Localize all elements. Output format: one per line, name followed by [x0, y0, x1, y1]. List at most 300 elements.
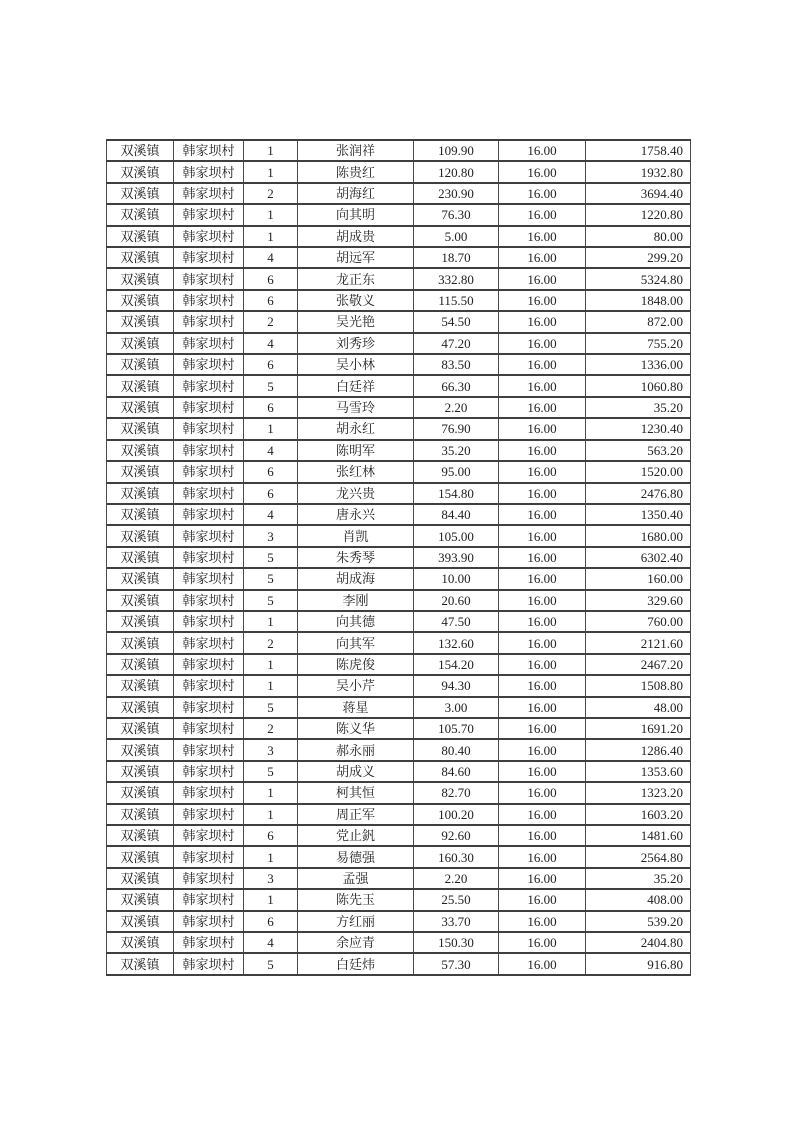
- table-row: [107, 140, 691, 161]
- cell-area-amount: 109.90: [414, 140, 499, 161]
- cell-rate: 16.00: [499, 889, 586, 910]
- cell-person-name: 蒋星: [298, 697, 414, 718]
- table-row: [107, 290, 691, 311]
- cell-area-amount: 230.90: [414, 183, 499, 204]
- table-row: [107, 590, 691, 611]
- cell-total-amount: 6302.40: [586, 547, 691, 568]
- cell-area-amount: 150.30: [414, 932, 499, 953]
- table-row: [107, 782, 691, 803]
- table-row: [107, 568, 691, 589]
- table-row: [107, 804, 691, 825]
- cell-area-amount: 92.60: [414, 825, 499, 846]
- cell-total-amount: 2404.80: [586, 932, 691, 953]
- cell-rate: 16.00: [499, 632, 586, 653]
- cell-rate: 16.00: [499, 461, 586, 482]
- cell-rate: 16.00: [499, 761, 586, 782]
- cell-total-amount: 1060.80: [586, 375, 691, 396]
- cell-person-name: 胡成义: [298, 761, 414, 782]
- cell-rate: 16.00: [499, 375, 586, 396]
- cell-person-name: 龙正东: [298, 268, 414, 289]
- cell-total-amount: 760.00: [586, 611, 691, 632]
- table-row: [107, 547, 691, 568]
- cell-area-amount: 33.70: [414, 911, 499, 932]
- cell-village: 韩家坝村: [174, 782, 244, 803]
- cell-person-name: 党止釩: [298, 825, 414, 846]
- cell-village: 韩家坝村: [174, 911, 244, 932]
- cell-group-number: 5: [244, 590, 298, 611]
- cell-village: 韩家坝村: [174, 397, 244, 418]
- cell-person-name: 胡成贵: [298, 226, 414, 247]
- cell-town: 双溪镇: [107, 418, 174, 439]
- cell-total-amount: 1603.20: [586, 804, 691, 825]
- cell-person-name: 易德强: [298, 846, 414, 867]
- cell-total-amount: 329.60: [586, 590, 691, 611]
- table-row: [107, 268, 691, 289]
- cell-group-number: 6: [244, 461, 298, 482]
- cell-area-amount: 76.90: [414, 418, 499, 439]
- cell-area-amount: 105.70: [414, 718, 499, 739]
- cell-area-amount: 105.00: [414, 525, 499, 546]
- table-row: [107, 461, 691, 482]
- cell-village: 韩家坝村: [174, 632, 244, 653]
- cell-area-amount: 94.30: [414, 675, 499, 696]
- cell-person-name: 向其明: [298, 204, 414, 225]
- table-row: [107, 761, 691, 782]
- cell-group-number: 4: [244, 932, 298, 953]
- cell-town: 双溪镇: [107, 697, 174, 718]
- cell-town: 双溪镇: [107, 483, 174, 504]
- cell-person-name: 陈虎俊: [298, 654, 414, 675]
- cell-village: 韩家坝村: [174, 504, 244, 525]
- cell-village: 韩家坝村: [174, 718, 244, 739]
- cell-town: 双溪镇: [107, 611, 174, 632]
- cell-town: 双溪镇: [107, 440, 174, 461]
- cell-total-amount: 408.00: [586, 889, 691, 910]
- cell-village: 韩家坝村: [174, 846, 244, 867]
- cell-village: 韩家坝村: [174, 311, 244, 332]
- cell-town: 双溪镇: [107, 654, 174, 675]
- cell-person-name: 马雪玲: [298, 397, 414, 418]
- cell-area-amount: 100.20: [414, 804, 499, 825]
- cell-person-name: 余应青: [298, 932, 414, 953]
- cell-person-name: 吴小芹: [298, 675, 414, 696]
- cell-total-amount: 35.20: [586, 397, 691, 418]
- cell-area-amount: 76.30: [414, 204, 499, 225]
- cell-group-number: 1: [244, 846, 298, 867]
- cell-rate: 16.00: [499, 247, 586, 268]
- table-row: [107, 953, 691, 975]
- cell-total-amount: 1691.20: [586, 718, 691, 739]
- cell-town: 双溪镇: [107, 204, 174, 225]
- cell-rate: 16.00: [499, 568, 586, 589]
- cell-person-name: 向其德: [298, 611, 414, 632]
- cell-group-number: 5: [244, 568, 298, 589]
- table-row: [107, 739, 691, 760]
- cell-village: 韩家坝村: [174, 675, 244, 696]
- cell-group-number: 5: [244, 697, 298, 718]
- cell-town: 双溪镇: [107, 590, 174, 611]
- cell-village: 韩家坝村: [174, 204, 244, 225]
- cell-town: 双溪镇: [107, 782, 174, 803]
- cell-town: 双溪镇: [107, 761, 174, 782]
- cell-rate: 16.00: [499, 354, 586, 375]
- cell-total-amount: 2467.20: [586, 654, 691, 675]
- cell-total-amount: 3694.40: [586, 183, 691, 204]
- cell-area-amount: 25.50: [414, 889, 499, 910]
- cell-village: 韩家坝村: [174, 739, 244, 760]
- table-row: [107, 311, 691, 332]
- cell-total-amount: 1508.80: [586, 675, 691, 696]
- cell-village: 韩家坝村: [174, 354, 244, 375]
- cell-group-number: 4: [244, 247, 298, 268]
- cell-village: 韩家坝村: [174, 333, 244, 354]
- cell-person-name: 吴光艳: [298, 311, 414, 332]
- cell-group-number: 1: [244, 889, 298, 910]
- cell-area-amount: 80.40: [414, 739, 499, 760]
- cell-area-amount: 66.30: [414, 375, 499, 396]
- cell-town: 双溪镇: [107, 504, 174, 525]
- cell-rate: 16.00: [499, 675, 586, 696]
- cell-town: 双溪镇: [107, 632, 174, 653]
- table-row: [107, 375, 691, 396]
- cell-group-number: 1: [244, 804, 298, 825]
- cell-rate: 16.00: [499, 290, 586, 311]
- cell-town: 双溪镇: [107, 461, 174, 482]
- cell-town: 双溪镇: [107, 354, 174, 375]
- cell-area-amount: 54.50: [414, 311, 499, 332]
- cell-rate: 16.00: [499, 825, 586, 846]
- cell-group-number: 5: [244, 953, 298, 975]
- cell-village: 韩家坝村: [174, 825, 244, 846]
- cell-total-amount: 80.00: [586, 226, 691, 247]
- table-row: [107, 611, 691, 632]
- cell-town: 双溪镇: [107, 290, 174, 311]
- cell-village: 韩家坝村: [174, 611, 244, 632]
- cell-total-amount: 872.00: [586, 311, 691, 332]
- table-row: [107, 418, 691, 439]
- cell-rate: 16.00: [499, 611, 586, 632]
- cell-rate: 16.00: [499, 440, 586, 461]
- table-row: [107, 354, 691, 375]
- cell-area-amount: 82.70: [414, 782, 499, 803]
- cell-rate: 16.00: [499, 868, 586, 889]
- cell-village: 韩家坝村: [174, 418, 244, 439]
- cell-group-number: 2: [244, 718, 298, 739]
- cell-group-number: 6: [244, 825, 298, 846]
- cell-village: 韩家坝村: [174, 375, 244, 396]
- cell-area-amount: 2.20: [414, 868, 499, 889]
- cell-area-amount: 35.20: [414, 440, 499, 461]
- cell-rate: 16.00: [499, 204, 586, 225]
- cell-town: 双溪镇: [107, 953, 174, 975]
- cell-total-amount: 1323.20: [586, 782, 691, 803]
- cell-area-amount: 2.20: [414, 397, 499, 418]
- cell-rate: 16.00: [499, 161, 586, 182]
- cell-group-number: 1: [244, 140, 298, 161]
- cell-group-number: 3: [244, 739, 298, 760]
- cell-total-amount: 1220.80: [586, 204, 691, 225]
- cell-total-amount: 916.80: [586, 953, 691, 975]
- cell-group-number: 4: [244, 504, 298, 525]
- cell-area-amount: 10.00: [414, 568, 499, 589]
- cell-area-amount: 154.80: [414, 483, 499, 504]
- cell-group-number: 1: [244, 782, 298, 803]
- cell-total-amount: 1350.40: [586, 504, 691, 525]
- cell-person-name: 张润祥: [298, 140, 414, 161]
- cell-village: 韩家坝村: [174, 226, 244, 247]
- cell-group-number: 6: [244, 354, 298, 375]
- cell-group-number: 3: [244, 868, 298, 889]
- cell-area-amount: 160.30: [414, 846, 499, 867]
- table-row: [107, 183, 691, 204]
- cell-town: 双溪镇: [107, 932, 174, 953]
- cell-rate: 16.00: [499, 311, 586, 332]
- cell-village: 韩家坝村: [174, 525, 244, 546]
- cell-town: 双溪镇: [107, 375, 174, 396]
- cell-town: 双溪镇: [107, 183, 174, 204]
- cell-area-amount: 332.80: [414, 268, 499, 289]
- cell-total-amount: 1230.40: [586, 418, 691, 439]
- cell-total-amount: 1680.00: [586, 525, 691, 546]
- cell-rate: 16.00: [499, 333, 586, 354]
- table-row: [107, 911, 691, 932]
- cell-person-name: 陈义华: [298, 718, 414, 739]
- table-row: [107, 868, 691, 889]
- cell-group-number: 6: [244, 911, 298, 932]
- cell-rate: 16.00: [499, 846, 586, 867]
- table-row: [107, 846, 691, 867]
- table-row: [107, 697, 691, 718]
- cell-group-number: 5: [244, 375, 298, 396]
- cell-village: 韩家坝村: [174, 932, 244, 953]
- cell-town: 双溪镇: [107, 675, 174, 696]
- cell-rate: 16.00: [499, 525, 586, 546]
- cell-rate: 16.00: [499, 226, 586, 247]
- cell-village: 韩家坝村: [174, 247, 244, 268]
- cell-town: 双溪镇: [107, 718, 174, 739]
- table-row: [107, 889, 691, 910]
- cell-person-name: 陈先玉: [298, 889, 414, 910]
- table-row: [107, 825, 691, 846]
- cell-person-name: 白廷炜: [298, 953, 414, 975]
- cell-area-amount: 84.60: [414, 761, 499, 782]
- cell-area-amount: 120.80: [414, 161, 499, 182]
- cell-group-number: 6: [244, 483, 298, 504]
- cell-group-number: 5: [244, 547, 298, 568]
- cell-town: 双溪镇: [107, 868, 174, 889]
- cell-person-name: 胡海红: [298, 183, 414, 204]
- cell-rate: 16.00: [499, 718, 586, 739]
- cell-town: 双溪镇: [107, 547, 174, 568]
- cell-total-amount: 1286.40: [586, 739, 691, 760]
- cell-village: 韩家坝村: [174, 761, 244, 782]
- cell-person-name: 陈明军: [298, 440, 414, 461]
- table-row: [107, 632, 691, 653]
- cell-village: 韩家坝村: [174, 568, 244, 589]
- cell-person-name: 朱秀琴: [298, 547, 414, 568]
- cell-person-name: 李刚: [298, 590, 414, 611]
- cell-group-number: 2: [244, 632, 298, 653]
- cell-village: 韩家坝村: [174, 183, 244, 204]
- cell-total-amount: 1481.60: [586, 825, 691, 846]
- cell-village: 韩家坝村: [174, 953, 244, 975]
- cell-town: 双溪镇: [107, 226, 174, 247]
- cell-village: 韩家坝村: [174, 868, 244, 889]
- cell-group-number: 2: [244, 183, 298, 204]
- cell-village: 韩家坝村: [174, 547, 244, 568]
- cell-town: 双溪镇: [107, 804, 174, 825]
- cell-person-name: 胡成海: [298, 568, 414, 589]
- table-row: [107, 654, 691, 675]
- cell-village: 韩家坝村: [174, 483, 244, 504]
- cell-person-name: 胡远军: [298, 247, 414, 268]
- table-row: [107, 504, 691, 525]
- cell-group-number: 4: [244, 333, 298, 354]
- cell-rate: 16.00: [499, 932, 586, 953]
- cell-rate: 16.00: [499, 654, 586, 675]
- cell-total-amount: 5324.80: [586, 268, 691, 289]
- cell-village: 韩家坝村: [174, 440, 244, 461]
- cell-town: 双溪镇: [107, 161, 174, 182]
- cell-area-amount: 20.60: [414, 590, 499, 611]
- table-row: [107, 675, 691, 696]
- cell-person-name: 吴小林: [298, 354, 414, 375]
- cell-town: 双溪镇: [107, 140, 174, 161]
- cell-town: 双溪镇: [107, 846, 174, 867]
- cell-rate: 16.00: [499, 782, 586, 803]
- cell-group-number: 1: [244, 654, 298, 675]
- cell-person-name: 方红丽: [298, 911, 414, 932]
- cell-total-amount: 539.20: [586, 911, 691, 932]
- cell-rate: 16.00: [499, 911, 586, 932]
- cell-area-amount: 115.50: [414, 290, 499, 311]
- table-row: [107, 440, 691, 461]
- cell-village: 韩家坝村: [174, 590, 244, 611]
- cell-town: 双溪镇: [107, 825, 174, 846]
- cell-total-amount: 2564.80: [586, 846, 691, 867]
- cell-area-amount: 132.60: [414, 632, 499, 653]
- cell-person-name: 张敬义: [298, 290, 414, 311]
- table-row: [107, 718, 691, 739]
- table-row: [107, 525, 691, 546]
- cell-person-name: 陈贵红: [298, 161, 414, 182]
- cell-town: 双溪镇: [107, 397, 174, 418]
- table-row: [107, 333, 691, 354]
- cell-person-name: 郝永丽: [298, 739, 414, 760]
- cell-rate: 16.00: [499, 547, 586, 568]
- cell-town: 双溪镇: [107, 889, 174, 910]
- cell-rate: 16.00: [499, 183, 586, 204]
- cell-area-amount: 5.00: [414, 226, 499, 247]
- table-row: [107, 204, 691, 225]
- cell-group-number: 6: [244, 397, 298, 418]
- cell-total-amount: 1336.00: [586, 354, 691, 375]
- cell-town: 双溪镇: [107, 911, 174, 932]
- table-row: [107, 247, 691, 268]
- cell-rate: 16.00: [499, 397, 586, 418]
- cell-rate: 16.00: [499, 953, 586, 975]
- cell-village: 韩家坝村: [174, 290, 244, 311]
- cell-total-amount: 755.20: [586, 333, 691, 354]
- cell-rate: 16.00: [499, 739, 586, 760]
- cell-total-amount: 35.20: [586, 868, 691, 889]
- cell-rate: 16.00: [499, 697, 586, 718]
- table-row: [107, 397, 691, 418]
- cell-town: 双溪镇: [107, 311, 174, 332]
- table-row: [107, 932, 691, 953]
- cell-person-name: 龙兴贵: [298, 483, 414, 504]
- cell-village: 韩家坝村: [174, 268, 244, 289]
- cell-person-name: 肖凯: [298, 525, 414, 546]
- cell-group-number: 5: [244, 761, 298, 782]
- cell-area-amount: 84.40: [414, 504, 499, 525]
- cell-town: 双溪镇: [107, 268, 174, 289]
- table-row: [107, 161, 691, 182]
- cell-total-amount: 2121.60: [586, 632, 691, 653]
- cell-area-amount: 154.20: [414, 654, 499, 675]
- cell-village: 韩家坝村: [174, 161, 244, 182]
- cell-town: 双溪镇: [107, 739, 174, 760]
- cell-area-amount: 57.30: [414, 953, 499, 975]
- cell-village: 韩家坝村: [174, 654, 244, 675]
- cell-rate: 16.00: [499, 483, 586, 504]
- cell-village: 韩家坝村: [174, 140, 244, 161]
- cell-area-amount: 3.00: [414, 697, 499, 718]
- cell-group-number: 4: [244, 440, 298, 461]
- cell-person-name: 张红林: [298, 461, 414, 482]
- cell-group-number: 1: [244, 161, 298, 182]
- cell-group-number: 1: [244, 611, 298, 632]
- cell-village: 韩家坝村: [174, 889, 244, 910]
- cell-group-number: 1: [244, 226, 298, 247]
- cell-rate: 16.00: [499, 140, 586, 161]
- cell-area-amount: 18.70: [414, 247, 499, 268]
- cell-person-name: 向其军: [298, 632, 414, 653]
- table-row: [107, 483, 691, 504]
- cell-village: 韩家坝村: [174, 461, 244, 482]
- cell-group-number: 1: [244, 418, 298, 439]
- cell-town: 双溪镇: [107, 525, 174, 546]
- cell-group-number: 2: [244, 311, 298, 332]
- cell-group-number: 6: [244, 268, 298, 289]
- cell-village: 韩家坝村: [174, 804, 244, 825]
- cell-total-amount: 563.20: [586, 440, 691, 461]
- cell-group-number: 1: [244, 675, 298, 696]
- cell-area-amount: 393.90: [414, 547, 499, 568]
- cell-total-amount: 299.20: [586, 247, 691, 268]
- cell-person-name: 胡永红: [298, 418, 414, 439]
- cell-total-amount: 1848.00: [586, 290, 691, 311]
- cell-area-amount: 83.50: [414, 354, 499, 375]
- cell-rate: 16.00: [499, 268, 586, 289]
- cell-person-name: 唐永兴: [298, 504, 414, 525]
- subsidy-table: [106, 139, 691, 976]
- cell-rate: 16.00: [499, 590, 586, 611]
- cell-rate: 16.00: [499, 504, 586, 525]
- cell-group-number: 6: [244, 290, 298, 311]
- cell-rate: 16.00: [499, 804, 586, 825]
- cell-town: 双溪镇: [107, 568, 174, 589]
- cell-total-amount: 1932.80: [586, 161, 691, 182]
- cell-person-name: 白廷祥: [298, 375, 414, 396]
- cell-group-number: 1: [244, 204, 298, 225]
- cell-rate: 16.00: [499, 418, 586, 439]
- cell-total-amount: 160.00: [586, 568, 691, 589]
- cell-total-amount: 1520.00: [586, 461, 691, 482]
- cell-person-name: 柯其恒: [298, 782, 414, 803]
- cell-area-amount: 47.20: [414, 333, 499, 354]
- cell-person-name: 周正军: [298, 804, 414, 825]
